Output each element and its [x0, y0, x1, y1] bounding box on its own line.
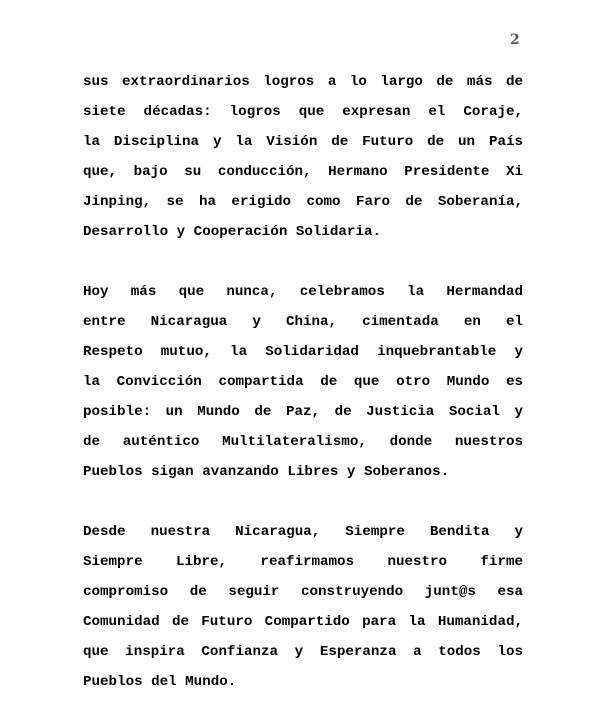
paragraph-1	[83, 67, 523, 247]
text-line: la Convicción compartida de que otro Mundo es	[83, 374, 523, 390]
text-line: entre Nicaragua y China, cimentada en el	[83, 314, 523, 330]
text-line: Pueblos sigan avanzando Libres y Soberanos.	[83, 464, 450, 480]
paragraph-spacer	[83, 247, 523, 277]
text-line: Comunidad de Futuro Compartido para la Humanidad,	[83, 614, 523, 630]
text-line: Desde nuestra Nicaragua, Siempre Bendita y	[83, 524, 523, 540]
text-line: Siempre Libre, reafirmamos nuestro firme	[83, 554, 523, 570]
document-body	[83, 67, 523, 697]
text-line: compromiso de seguir construyendo junt@s esa	[83, 584, 523, 600]
text-line: que, bajo su conducción, Hermano Presidente Xi	[83, 164, 523, 180]
text-line: Pueblos del Mundo.	[83, 674, 237, 690]
paragraph-spacer	[83, 487, 523, 517]
text-line: Hoy más que nunca, celebramos la Hermandad	[83, 284, 523, 300]
text-line: la Disciplina y la Visión de Futuro de un País	[83, 134, 523, 150]
text-line: Jinping, se ha erigido como Faro de Soberanía,	[83, 194, 523, 210]
text-line: posible: un Mundo de Paz, de Justicia Social y	[83, 404, 523, 420]
text-line: Respeto mutuo, la Solidaridad inquebrantable y	[83, 344, 523, 360]
paragraph-2	[83, 277, 523, 487]
text-line: que inspira Confianza y Esperanza a todos los	[83, 644, 523, 660]
text-line: Desarrollo y Cooperación Solidaria.	[83, 224, 381, 240]
text-line: sus extraordinarios logros a lo largo de más de	[83, 74, 523, 90]
text-line: de auténtico Multilateralismo, donde nuestros	[83, 434, 523, 450]
page-number: 2	[510, 32, 520, 48]
paragraph-3	[83, 517, 523, 697]
text-line: siete décadas: logros que expresan el Coraje,	[83, 104, 523, 120]
